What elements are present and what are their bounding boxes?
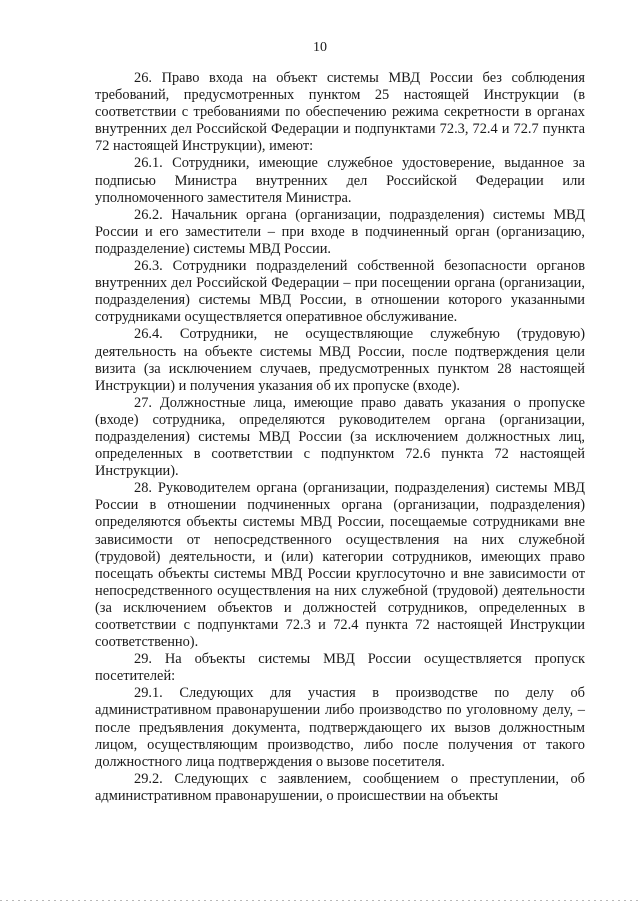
paragraph-29-1: 29.1. Следующих для участия в производстве по делу об административном правонарушении либо производство по уголовному делу, – после предъявления документа, подтверждающего их вызов должностным лицом, осуществляющим производство, либо после получения от такого должностного лица подтверждения о вызове посетителя.: [95, 685, 585, 770]
paragraph-26-1: 26.1. Сотрудники, имеющие служебное удостоверение, выданное за подписью Министра внутренних дел Российской Федерации или уполномоченного заместителя Министра.: [95, 155, 585, 206]
paragraph-28: 28. Руководителем органа (организации, подразделения) системы МВД России в отношении подчиненных органа (организации, подразделения) определяются объекты системы МВД России, посещаемые сотрудниками вне зависимости от непосредственного осуществления на них служебной (трудовой) деятельности, и (или) категории сотрудников, имеющих право посещать объекты системы МВД России круглосуточно и вне зависимости от непосредственного осуществления на них служебной (трудовой) деятельности (за исключением объектов и должностей сотрудников, определенных в соответствии с подпунктами 72.3 и 72.4 пункта 72 настоящей Инструкции соответственно).: [95, 480, 585, 651]
paragraph-29: 29. На объекты системы МВД России осуществляется пропуск посетителей:: [95, 651, 585, 685]
document-body: [95, 70, 585, 805]
paragraph-26: 26. Право входа на объект системы МВД России без соблюдения требований, предусмотренных пунктом 25 настоящей Инструкции (в соответствии с требованиями по обеспечению режима секретности в органах внутренних дел Российской Федерации и подпунктами 72.3, 72.4 и 72.7 пункта 72 настоящей Инструкции), имеют:: [95, 70, 585, 155]
paragraph-26-2: 26.2. Начальник органа (организации, подразделения) системы МВД России и его заместители – при входе в подчиненный орган (организацию, подразделение) системы МВД России.: [95, 206, 585, 257]
paragraph-29-2: 29.2. Следующих с заявлением, сообщением о преступлении, об административном правонарушении, о происшествии на объекты: [95, 770, 585, 804]
page-number: 10: [313, 40, 327, 55]
paragraph-26-3: 26.3. Сотрудники подразделений собственной безопасности органов внутренних дел Российской Федерации – при посещении органа (организации, подразделения) системы МВД России, в отношении которого указанными сотрудниками осуществляется оперативное обслуживание.: [95, 258, 585, 326]
paragraph-26-4: 26.4. Сотрудники, не осуществляющие служебную (трудовую) деятельность на объекте системы МВД России, после подтверждения цели визита (за исключением случаев, предусмотренных пунктом 28 настоящей Инструкции) и получения указания об их пропуске (входе).: [95, 326, 585, 394]
scan-artifact-line: [0, 900, 640, 901]
paragraph-27: 27. Должностные лица, имеющие право давать указания о пропуске (входе) сотрудника, определяются руководителем органа (организации, подразделения) системы МВД России (за исключением должностных лиц, определенных в соответствии с подпунктом 72.6 пункта 72 настоящей Инструкции).: [95, 394, 585, 480]
